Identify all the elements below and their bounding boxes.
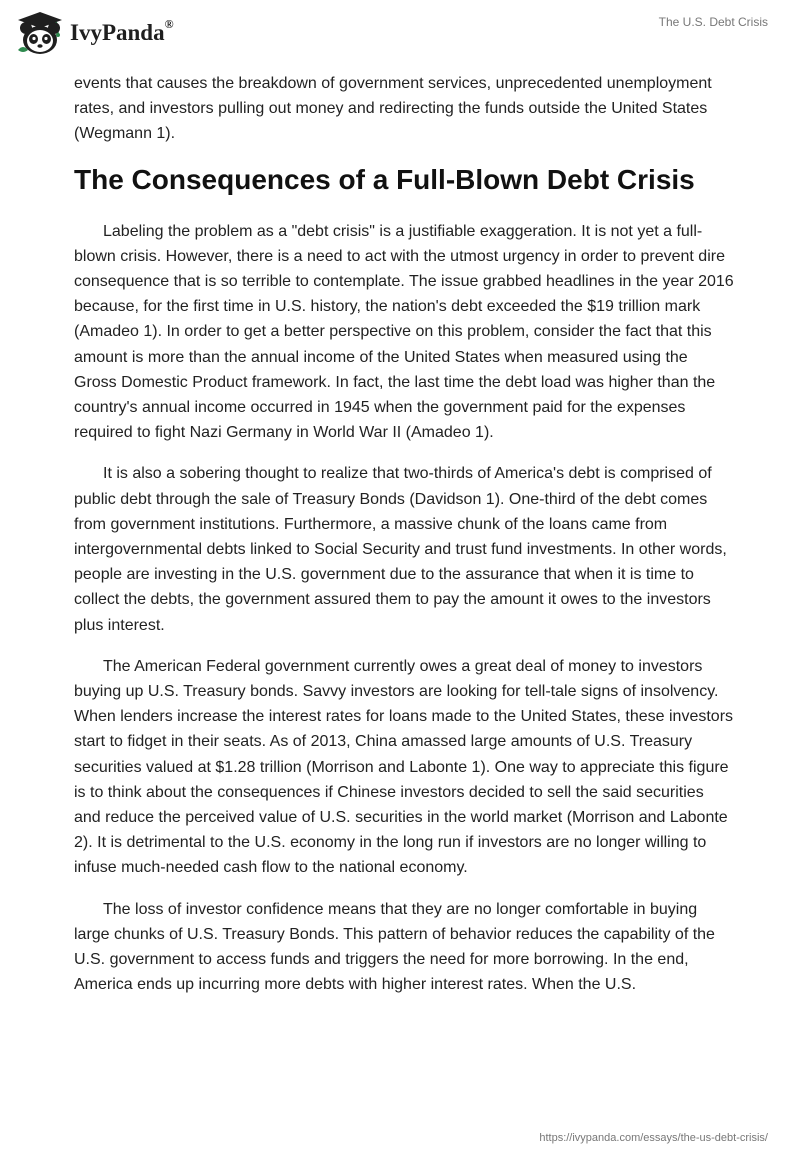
registered-mark: ® [164,17,174,32]
ivypanda-logo[interactable] [14,10,194,54]
brand-name: IvyPanda® [70,17,174,45]
page-header [0,0,800,66]
lead-paragraph: events that causes the breakdown of government services, unprecedented unemployment rates, and investors pulling out money and redirecting the funds outside the United States (Wegmann 1). [74,75,712,143]
body-paragraph: The American Federal government currently owes a great deal of money to investors buying up U.S. Treasury bonds. Savvy investors are looking for tell-tale signs of insolvency. When lenders increase the interest rates for loans made to the United States, these investors start to fidget in their seats. As of 2013, China amassed large amounts of U.S. Treasury securities valued at $1.28 trillion (Morrison and Labonte 1). One way to appreciate this figure is to think about the consequences if Chinese investors decided to sell the said securities and reduce the perceived value of U.S. securities in the world market (Morrison and Labonte 2). It is detrimental to the U.S. economy in the long run if investors are no longer willing to infuse much-needed cash flow to the national economy. [74,657,734,877]
source-url[interactable]: https://ivypanda.com/essays/the-us-debt-crisis/ [539,1132,768,1144]
panda-graduate-icon [14,10,66,56]
document-title: The U.S. Debt Crisis [658,15,768,29]
body-paragraph: Labeling the problem as a "debt crisis" is a justifiable exaggeration. It is not yet a full-blown crisis. However, there is a need to act with the utmost urgency in order to prevent dire consequence that is so terrible to contemplate. The issue grabbed headlines in the year 2016 because, for the first time in U.S. history, the nation's debt exceeded the $19 trillion mark (Amadeo 1). In order to get a better perspective on this problem, consider the fact that this amount is more than the annual income of the United States when measured using the Gross Domestic Product framework. In fact, the last time the debt load was higher than the country's annual income occurred in 1945 when the government paid for the expenses required to fight Nazi Germany in World War II (Amadeo 1). [74,222,734,442]
body-paragraph: It is also a sobering thought to realize that two-thirds of America's debt is comprised of public debt through the sale of Treasury Bonds (Davidson 1). One-third of the debt comes from government institutions. Furthermore, a massive chunk of the loans came from intergovernmental debts linked to Social Security and trust fund investments. In other words, people are investing in the U.S. government due to the assurance that when it is time to collect the debts, the government assured them to pay the amount it owes to the investors plus interest. [74,465,727,634]
essay-body [74,71,734,1014]
section-heading: The Consequences of a Full-Blown Debt Crisis [74,163,695,195]
body-paragraph: The loss of investor confidence means that they are no longer comfortable in buying large chunks of U.S. Treasury Bonds. This pattern of behavior reduces the capability of the U.S. government to access funds and triggers the need for more borrowing. In the end, America ends up incurring more debts with higher interest rates. When the U.S. [74,900,715,994]
